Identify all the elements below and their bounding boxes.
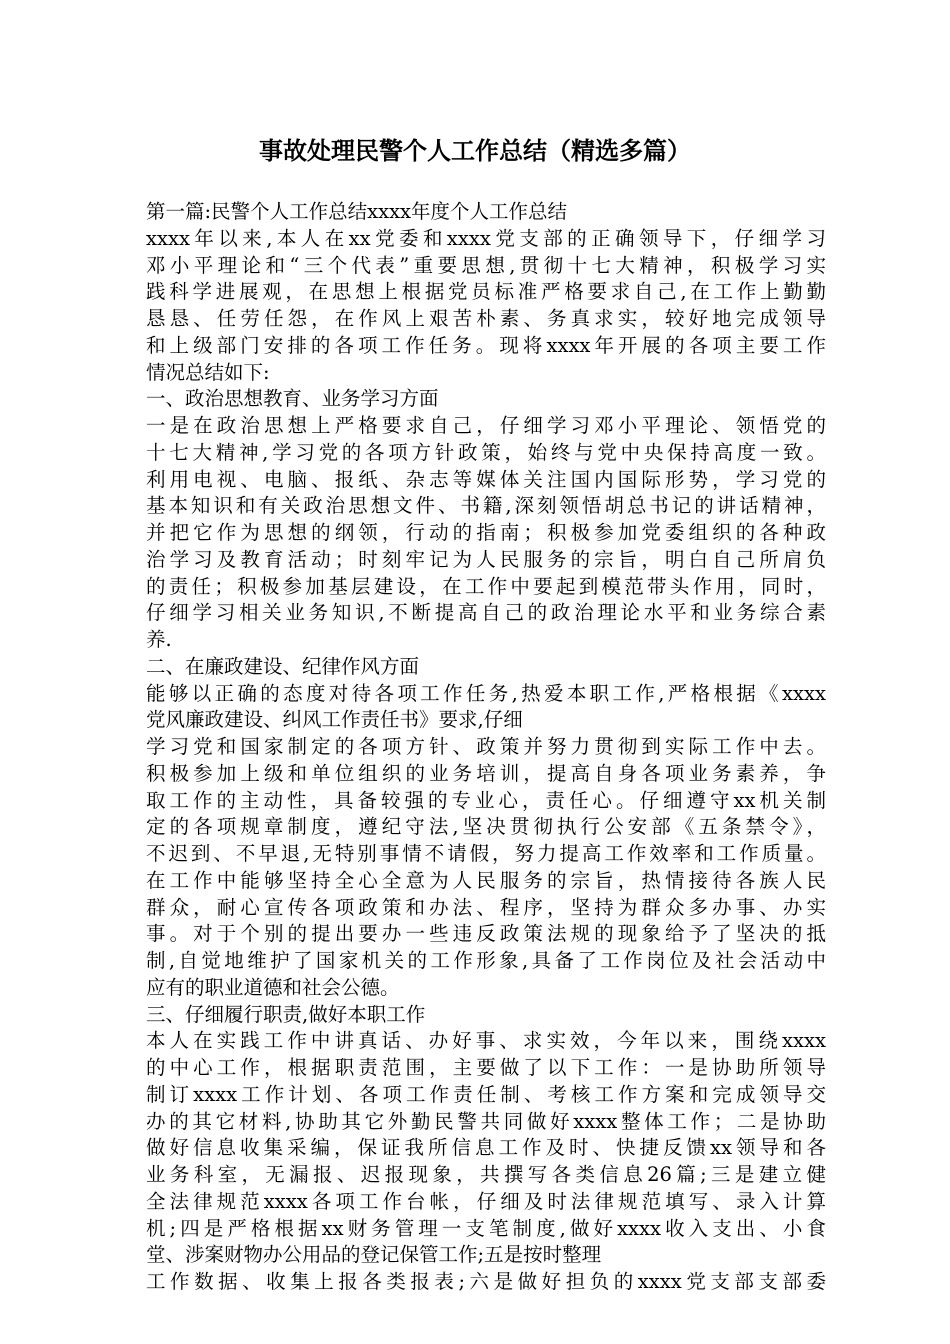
body-line: 不迟到、不早退,无特别事情不请假，努力提高工作效率和工作质量。 (146, 842, 826, 865)
body-line: 十七大精神,学习党的各项方针政策，始终与党中央保持高度一致。 (146, 440, 826, 464)
body-line: 养. (146, 628, 172, 651)
body-line: 并把它作为思想的纲领，行动的指南；积极参加党委组织的各种政 (146, 521, 826, 544)
body-line: 应有的职业道德和社会公德。 (146, 975, 400, 999)
document-title: 事故处理民警个人工作总结（精选多篇） (259, 136, 691, 165)
document-body (146, 199, 826, 1296)
body-line: 治学习及教育活动；时刻牢记为人民服务的宗旨，明白自己所肩负 (146, 547, 826, 571)
body-line: 工作数据、收集上报各类报表;六是做好担负的xxxx党支部支部委 (146, 1270, 826, 1293)
body-line: 定的各项规章制度，遵纪守法,坚决贯彻执行公安部《五条禁令》， (146, 815, 826, 839)
body-line: 取工作的主动性，具备较强的专业心，责任心。仔细遵守xx机关制 (146, 788, 826, 812)
body-line: 基本知识和有关政治思想文件、书籍,深刻领悟胡总书记的讲话精神， (146, 494, 826, 518)
body-line: 制订xxxx工作计划、各项工作责任制、考核工作方案和完成领导交 (146, 1082, 826, 1106)
body-line: 三、仔细履行职责,做好本职工作 (146, 1002, 426, 1026)
body-line: 的中心工作，根据职责范围，主要做了以下工作：一是协助所领导 (146, 1056, 826, 1079)
body-line: 恳恳、任劳任怨，在作风上艰苦朴素、务真求实，较好地完成领导 (146, 307, 826, 330)
body-line: 邓小平理论和“三个代表”重要思想,贯彻十七大精神，积极学习实 (146, 253, 826, 277)
body-line: 事。对于个别的提出要办一些违反政策法规的现象给予了坚决的抵 (146, 922, 826, 946)
body-line: 堂、涉案财物办公用品的登记保管工作;五是按时整理 (146, 1243, 602, 1267)
body-line: 制,自觉地维护了国家机关的工作形象,具备了工作岗位及社会活动中 (146, 949, 826, 972)
body-line: 情况总结如下: (146, 360, 270, 384)
body-line: 本人在实践工作中讲真话、办好事、求实效，今年以来，围绕xxxx (146, 1029, 826, 1053)
body-line: 利用电视、电脑、报纸、杂志等媒体关注国内国际形势，学习党的 (146, 467, 826, 491)
body-line: 全法律规范xxxx各项工作台帐，仔细及时法律规范填写、录入计算 (146, 1189, 826, 1213)
body-line: 一、政治思想教育、业务学习方面 (146, 387, 439, 411)
body-line: 仔细学习相关业务知识,不断提高自己的政治理论水平和业务综合素 (146, 601, 826, 625)
body-line: 业务科室，无漏报、迟报现象，共撰写各类信息26篇;三是建立健 (146, 1163, 826, 1186)
body-line: 学习党和国家制定的各项方针、政策并努力贯彻到实际工作中去。 (146, 735, 826, 758)
body-line: 做好信息收集采编，保证我所信息工作及时、快捷反馈xx领导和各 (146, 1136, 826, 1160)
body-line: 的责任；积极参加基层建设，在工作中要起到模范带头作用，同时， (146, 574, 826, 598)
body-line: 积极参加上级和单位组织的业务培训，提高自身各项业务素养，争 (146, 761, 826, 785)
body-line: 机;四是严格根据xx财务管理一支笔制度,做好xxxx收入支出、小食 (146, 1216, 826, 1240)
body-line: 二、在廉政建设、纪律作风方面 (146, 654, 420, 678)
body-line: 践科学进展观，在思想上根据党员标准严格要求自己,在工作上勤勤 (146, 280, 826, 304)
body-line: 党风廉政建设、纠风工作责任书》要求,仔细 (146, 708, 523, 732)
body-line: 和上级部门安排的各项工作任务。现将xxxx年开展的各项主要工作 (146, 333, 826, 357)
body-line: 办的其它材料,协助其它外勤民警共同做好xxxx整体工作；二是协助 (146, 1109, 826, 1133)
body-line: 第一篇:民警个人工作总结xxxx年度个人工作总结 (146, 200, 568, 223)
body-line: xxxx年以来,本人在xx党委和xxxx党支部的正确领导下，仔细学习 (146, 226, 826, 250)
body-line: 能够以正确的态度对待各项工作任务,热爱本职工作,严格根据《xxxx (146, 681, 826, 705)
body-line: 一是在政治思想上严格要求自己，仔细学习邓小平理论、领悟党的 (146, 414, 826, 437)
body-line: 群众，耐心宣传各项政策和办法、程序，坚持为群众多办事、办实 (146, 895, 826, 919)
body-line: 在工作中能够坚持全心全意为人民服务的宗旨，热情接待各族人民 (146, 868, 826, 892)
